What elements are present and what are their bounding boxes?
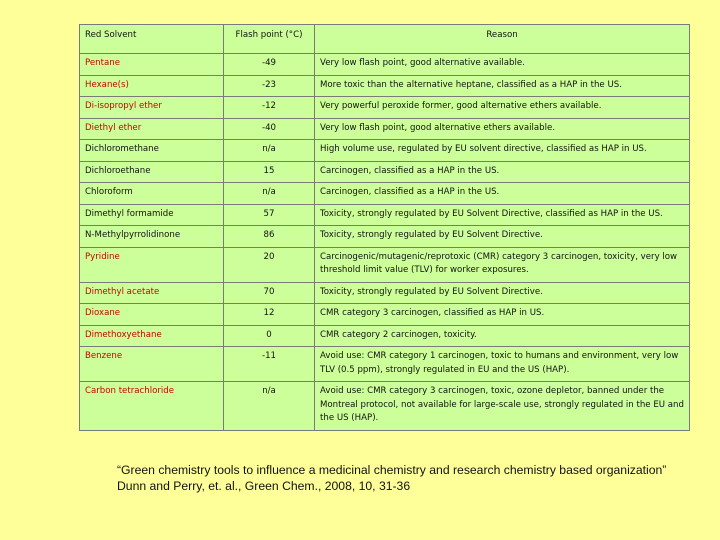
citation-title: “Green chemistry tools to influence a medicinal chemistry and research chemistry based organization” (117, 463, 667, 477)
reason-cell: Very powerful peroxide former, good alternative ethers available. (315, 97, 690, 119)
reason-cell: CMR category 3 carcinogen, classified as HAP in US. (315, 304, 690, 326)
table-row (80, 140, 690, 162)
header-flash-point: Flash point (°C) (224, 25, 315, 54)
solvent-name-cell: Dichloromethane (80, 140, 224, 162)
solvent-name-cell: Pentane (80, 54, 224, 76)
flash-point-cell: n/a (224, 382, 315, 431)
table-row (80, 247, 690, 282)
table-row (80, 347, 690, 382)
reason-cell: High volume use, regulated by EU solvent directive, classified as HAP in US. (315, 140, 690, 162)
solvent-name-cell: Carbon tetrachloride (80, 382, 224, 431)
reason-cell: Carcinogen, classified as a HAP in the US. (315, 183, 690, 205)
solvent-name-cell: Hexane(s) (80, 75, 224, 97)
solvent-name-cell: Benzene (80, 347, 224, 382)
reason-cell: CMR category 2 carcinogen, toxicity. (315, 325, 690, 347)
table-row (80, 183, 690, 205)
flash-point-cell: -11 (224, 347, 315, 382)
flash-point-cell: n/a (224, 140, 315, 162)
reason-cell: Very low flash point, good alternative ethers available. (315, 118, 690, 140)
reason-cell: Avoid use: CMR category 1 carcinogen, toxic to humans and environment, very low TLV (0.5 ppm), strongly regulated in EU and the US (HAP). (315, 347, 690, 382)
citation-authors: Dunn and Perry, et. al., Green Chem., 2008, 10, 31-36 (117, 479, 411, 493)
table-row (80, 325, 690, 347)
flash-point-cell: 0 (224, 325, 315, 347)
table-body (80, 54, 690, 431)
reason-cell: Toxicity, strongly regulated by EU Solvent Directive, classified as HAP in the US. (315, 204, 690, 226)
flash-point-cell: 86 (224, 226, 315, 248)
solvent-name-cell: Dimethoxyethane (80, 325, 224, 347)
red-solvent-table (79, 24, 690, 431)
flash-point-cell: -23 (224, 75, 315, 97)
solvent-name-cell: Di-isopropyl ether (80, 97, 224, 119)
solvent-table-container (79, 24, 689, 431)
table-row (80, 75, 690, 97)
flash-point-cell: 15 (224, 161, 315, 183)
flash-point-cell: 12 (224, 304, 315, 326)
flash-point-cell: n/a (224, 183, 315, 205)
solvent-name-cell: Diethyl ether (80, 118, 224, 140)
table-row (80, 226, 690, 248)
table-row (80, 382, 690, 431)
solvent-name-cell: Dimethyl acetate (80, 282, 224, 304)
reason-cell: Toxicity, strongly regulated by EU Solvent Directive. (315, 226, 690, 248)
table-row (80, 161, 690, 183)
flash-point-cell: -12 (224, 97, 315, 119)
table-row (80, 54, 690, 76)
solvent-name-cell: Dimethyl formamide (80, 204, 224, 226)
solvent-name-cell: Pyridine (80, 247, 224, 282)
solvent-name-cell: Chloroform (80, 183, 224, 205)
table-row (80, 304, 690, 326)
flash-point-cell: 70 (224, 282, 315, 304)
table-header-row (80, 25, 690, 54)
table-row (80, 118, 690, 140)
solvent-name-cell: N-Methylpyrrolidinone (80, 226, 224, 248)
reason-cell: Avoid use: CMR category 3 carcinogen, toxic, ozone depletor, banned under the Montreal protocol, not available for large-scale use, strongly regulated in the EU and the US (HAP). (315, 382, 690, 431)
table-row (80, 282, 690, 304)
flash-point-cell: -49 (224, 54, 315, 76)
flash-point-cell: 20 (224, 247, 315, 282)
table-row (80, 97, 690, 119)
reason-cell: More toxic than the alternative heptane, classified as a HAP in the US. (315, 75, 690, 97)
reason-cell: Very low flash point, good alternative available. (315, 54, 690, 76)
solvent-name-cell: Dichloroethane (80, 161, 224, 183)
flash-point-cell: 57 (224, 204, 315, 226)
citation (117, 462, 697, 494)
reason-cell: Carcinogenic/mutagenic/reprotoxic (CMR) category 3 carcinogen, toxicity, very low threshold limit value (TLV) for worker exposures. (315, 247, 690, 282)
flash-point-cell: -40 (224, 118, 315, 140)
header-red-solvent: Red Solvent (80, 25, 224, 54)
reason-cell: Toxicity, strongly regulated by EU Solvent Directive. (315, 282, 690, 304)
header-reason: Reason (315, 25, 690, 54)
table-row (80, 204, 690, 226)
solvent-name-cell: Dioxane (80, 304, 224, 326)
reason-cell: Carcinogen, classified as a HAP in the US. (315, 161, 690, 183)
